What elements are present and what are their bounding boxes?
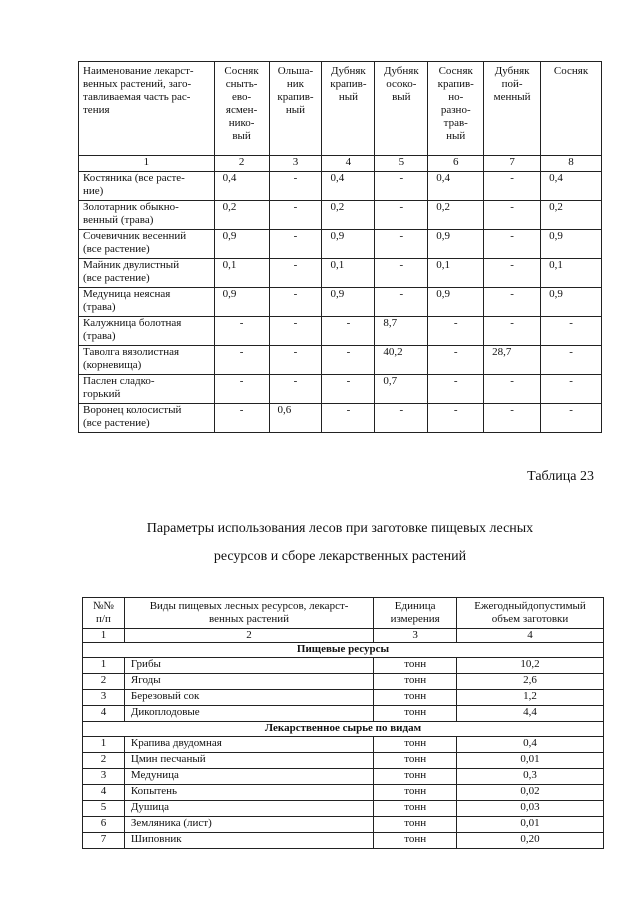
- table-row: [79, 172, 602, 201]
- volume-cell: 0,4: [457, 737, 604, 753]
- unit-cell: тонн: [374, 785, 457, 801]
- unit-cell: тонн: [374, 801, 457, 817]
- row-number: 5: [83, 801, 125, 817]
- header-cell: [214, 62, 269, 156]
- resource-name: Грибы: [124, 658, 373, 674]
- value-cell: -: [322, 404, 375, 433]
- table-row: [83, 706, 604, 722]
- value-cell: 0,2: [541, 201, 602, 230]
- volume-cell: 2,6: [457, 674, 604, 690]
- value-cell: -: [484, 259, 541, 288]
- volume-cell: 4,4: [457, 706, 604, 722]
- section-row: [83, 722, 604, 737]
- header-text: Единица измерения: [390, 600, 440, 625]
- header-cell: [484, 62, 541, 156]
- table-header-row: [79, 62, 602, 156]
- table-row: [83, 769, 604, 785]
- usage-parameters-table: [82, 597, 604, 849]
- table-row: [79, 259, 602, 288]
- value-cell: 0,2: [322, 201, 375, 230]
- value-cell: -: [484, 375, 541, 404]
- value-cell: -: [214, 404, 269, 433]
- unit-cell: тонн: [374, 737, 457, 753]
- table-row: [83, 674, 604, 690]
- value-cell: -: [484, 230, 541, 259]
- header-text: Ежегодныйдопустимый объем заготовки: [474, 600, 586, 625]
- resource-name: Крапива двудомная: [124, 737, 373, 753]
- unit-cell: тонн: [374, 769, 457, 785]
- table-row: [83, 785, 604, 801]
- row-number: 3: [83, 690, 125, 706]
- row-number: 4: [83, 706, 125, 722]
- header-cell: [124, 598, 373, 629]
- column-number: 4: [457, 629, 604, 643]
- header-text: Виды пищевых лесных ресурсов, лекарст- венных растений: [149, 600, 349, 625]
- value-cell: 0,9: [428, 288, 484, 317]
- table-row: [83, 833, 604, 849]
- plant-name-cell: Сочевичник весенний (все растение): [79, 230, 215, 259]
- table-row: [83, 658, 604, 674]
- header-cell: [79, 62, 215, 156]
- value-cell: 0,9: [214, 288, 269, 317]
- value-cell: -: [541, 317, 602, 346]
- volume-cell: 0,02: [457, 785, 604, 801]
- value-cell: 0,9: [322, 288, 375, 317]
- value-cell: -: [214, 346, 269, 375]
- table-row: [83, 737, 604, 753]
- plant-name-cell: Воронец колосистый (все растение): [79, 404, 215, 433]
- value-cell: -: [269, 259, 322, 288]
- value-cell: -: [375, 172, 428, 201]
- header-text: Дубняк пой- менный: [493, 65, 531, 103]
- plants-by-forest-type-table: [78, 61, 602, 433]
- volume-cell: 0,01: [457, 817, 604, 833]
- volume-cell: 10,2: [457, 658, 604, 674]
- unit-cell: тонн: [374, 690, 457, 706]
- value-cell: -: [541, 346, 602, 375]
- value-cell: 8,7: [375, 317, 428, 346]
- table-caption: Таблица 23: [527, 469, 594, 484]
- unit-cell: тонн: [374, 706, 457, 722]
- table-row: [79, 346, 602, 375]
- plant-name-cell: Медуница неясная (трава): [79, 288, 215, 317]
- row-number: 4: [83, 785, 125, 801]
- value-cell: -: [322, 317, 375, 346]
- header-cell: [269, 62, 322, 156]
- column-number: 1: [83, 629, 125, 643]
- header-cell: [457, 598, 604, 629]
- plant-name-cell: Майник двулистный (все растение): [79, 259, 215, 288]
- resource-name: Цмин песчаный: [124, 753, 373, 769]
- volume-cell: 0,3: [457, 769, 604, 785]
- row-number: 3: [83, 769, 125, 785]
- row-number: 2: [83, 753, 125, 769]
- value-cell: 0,7: [375, 375, 428, 404]
- column-number-row: [79, 156, 602, 172]
- value-cell: -: [269, 346, 322, 375]
- section-title: Пищевые ресурсы: [83, 643, 604, 658]
- row-number: 7: [83, 833, 125, 849]
- value-cell: 0,1: [428, 259, 484, 288]
- header-cell: [322, 62, 375, 156]
- value-cell: -: [484, 172, 541, 201]
- unit-cell: тонн: [374, 674, 457, 690]
- value-cell: -: [428, 346, 484, 375]
- resource-name: Березовый сок: [124, 690, 373, 706]
- table-row: [79, 317, 602, 346]
- table-row: [83, 690, 604, 706]
- column-number: 2: [214, 156, 269, 172]
- header-text: Дубняк крапив- ный: [330, 65, 367, 103]
- table-header-row: [83, 598, 604, 629]
- value-cell: 0,6: [269, 404, 322, 433]
- value-cell: 0,9: [428, 230, 484, 259]
- unit-cell: тонн: [374, 658, 457, 674]
- unit-cell: тонн: [374, 833, 457, 849]
- resource-name: Дикоплодовые: [124, 706, 373, 722]
- resource-name: Земляника (лист): [124, 817, 373, 833]
- resource-name: Душица: [124, 801, 373, 817]
- value-cell: -: [269, 230, 322, 259]
- column-number: 5: [375, 156, 428, 172]
- table-row: [79, 375, 602, 404]
- value-cell: 28,7: [484, 346, 541, 375]
- header-cell: [428, 62, 484, 156]
- value-cell: 0,2: [214, 201, 269, 230]
- column-number: 7: [484, 156, 541, 172]
- header-text: Сосняк крапив- но- разно- трав- ный: [437, 65, 474, 142]
- value-cell: 0,4: [541, 172, 602, 201]
- value-cell: -: [269, 288, 322, 317]
- column-number: 4: [322, 156, 375, 172]
- value-cell: -: [375, 201, 428, 230]
- section-row: [83, 643, 604, 658]
- table-title: Параметры использования лесов при заготовке пищевых лесных ресурсов и сборе лекарственных растений: [146, 521, 534, 564]
- section-title: Лекарственное сырье по видам: [83, 722, 604, 737]
- volume-cell: 0,01: [457, 753, 604, 769]
- header-text: Наименование лекарст- венных растений, заго- тавливаемая часть рас- тения: [83, 65, 194, 116]
- value-cell: 0,9: [541, 288, 602, 317]
- value-cell: 0,4: [428, 172, 484, 201]
- value-cell: -: [269, 201, 322, 230]
- column-number: 8: [541, 156, 602, 172]
- plant-name-cell: Таволга вязолистная (корневища): [79, 346, 215, 375]
- volume-cell: 0,20: [457, 833, 604, 849]
- row-number: 1: [83, 658, 125, 674]
- value-cell: -: [428, 317, 484, 346]
- plant-name-cell: Золотарник обыкно- венный (трава): [79, 201, 215, 230]
- value-cell: -: [269, 172, 322, 201]
- table-row: [79, 230, 602, 259]
- unit-cell: тонн: [374, 817, 457, 833]
- value-cell: 40,2: [375, 346, 428, 375]
- value-cell: 0,1: [214, 259, 269, 288]
- header-cell: [541, 62, 602, 156]
- value-cell: -: [269, 375, 322, 404]
- resource-name: Медуница: [124, 769, 373, 785]
- table-row: [83, 817, 604, 833]
- header-cell: [375, 62, 428, 156]
- value-cell: 0,1: [541, 259, 602, 288]
- column-number: 3: [374, 629, 457, 643]
- unit-cell: тонн: [374, 753, 457, 769]
- value-cell: -: [484, 201, 541, 230]
- header-cell: [83, 598, 125, 629]
- value-cell: -: [322, 375, 375, 404]
- column-number: 2: [124, 629, 373, 643]
- value-cell: -: [541, 375, 602, 404]
- value-cell: -: [375, 404, 428, 433]
- header-text: Сосняк сныть- ево- ясмен- нико- вый: [224, 65, 259, 142]
- header-text: Ольша- ник крапив- ный: [277, 65, 314, 116]
- table-row: [79, 201, 602, 230]
- value-cell: -: [484, 288, 541, 317]
- value-cell: -: [484, 317, 541, 346]
- resource-name: Копытень: [124, 785, 373, 801]
- volume-cell: 0,03: [457, 801, 604, 817]
- resource-name: Ягоды: [124, 674, 373, 690]
- value-cell: 0,2: [428, 201, 484, 230]
- value-cell: -: [541, 404, 602, 433]
- row-number: 6: [83, 817, 125, 833]
- volume-cell: 1,2: [457, 690, 604, 706]
- header-text: Дубняк осоко- вый: [383, 65, 419, 103]
- value-cell: -: [322, 346, 375, 375]
- value-cell: -: [214, 317, 269, 346]
- resource-name: Шиповник: [124, 833, 373, 849]
- table-row: [83, 753, 604, 769]
- value-cell: -: [375, 230, 428, 259]
- value-cell: 0,4: [214, 172, 269, 201]
- header-text: №№ п/п: [92, 600, 114, 625]
- value-cell: 0,9: [541, 230, 602, 259]
- value-cell: -: [214, 375, 269, 404]
- column-number-row: [83, 629, 604, 643]
- header-text: Сосняк: [553, 65, 589, 77]
- plant-name-cell: Паслен сладко- горький: [79, 375, 215, 404]
- table-row: [79, 404, 602, 433]
- value-cell: -: [375, 288, 428, 317]
- plant-name-cell: Костяника (все расте- ние): [79, 172, 215, 201]
- row-number: 2: [83, 674, 125, 690]
- column-number: 3: [269, 156, 322, 172]
- value-cell: 0,9: [322, 230, 375, 259]
- table-row: [83, 801, 604, 817]
- value-cell: 0,1: [322, 259, 375, 288]
- plant-name-cell: Калужница болотная (трава): [79, 317, 215, 346]
- value-cell: -: [428, 375, 484, 404]
- row-number: 1: [83, 737, 125, 753]
- value-cell: -: [269, 317, 322, 346]
- value-cell: -: [375, 259, 428, 288]
- value-cell: -: [428, 404, 484, 433]
- table-row: [79, 288, 602, 317]
- value-cell: -: [484, 404, 541, 433]
- column-number: 1: [79, 156, 215, 172]
- value-cell: 0,4: [322, 172, 375, 201]
- column-number: 6: [428, 156, 484, 172]
- value-cell: 0,9: [214, 230, 269, 259]
- header-cell: [374, 598, 457, 629]
